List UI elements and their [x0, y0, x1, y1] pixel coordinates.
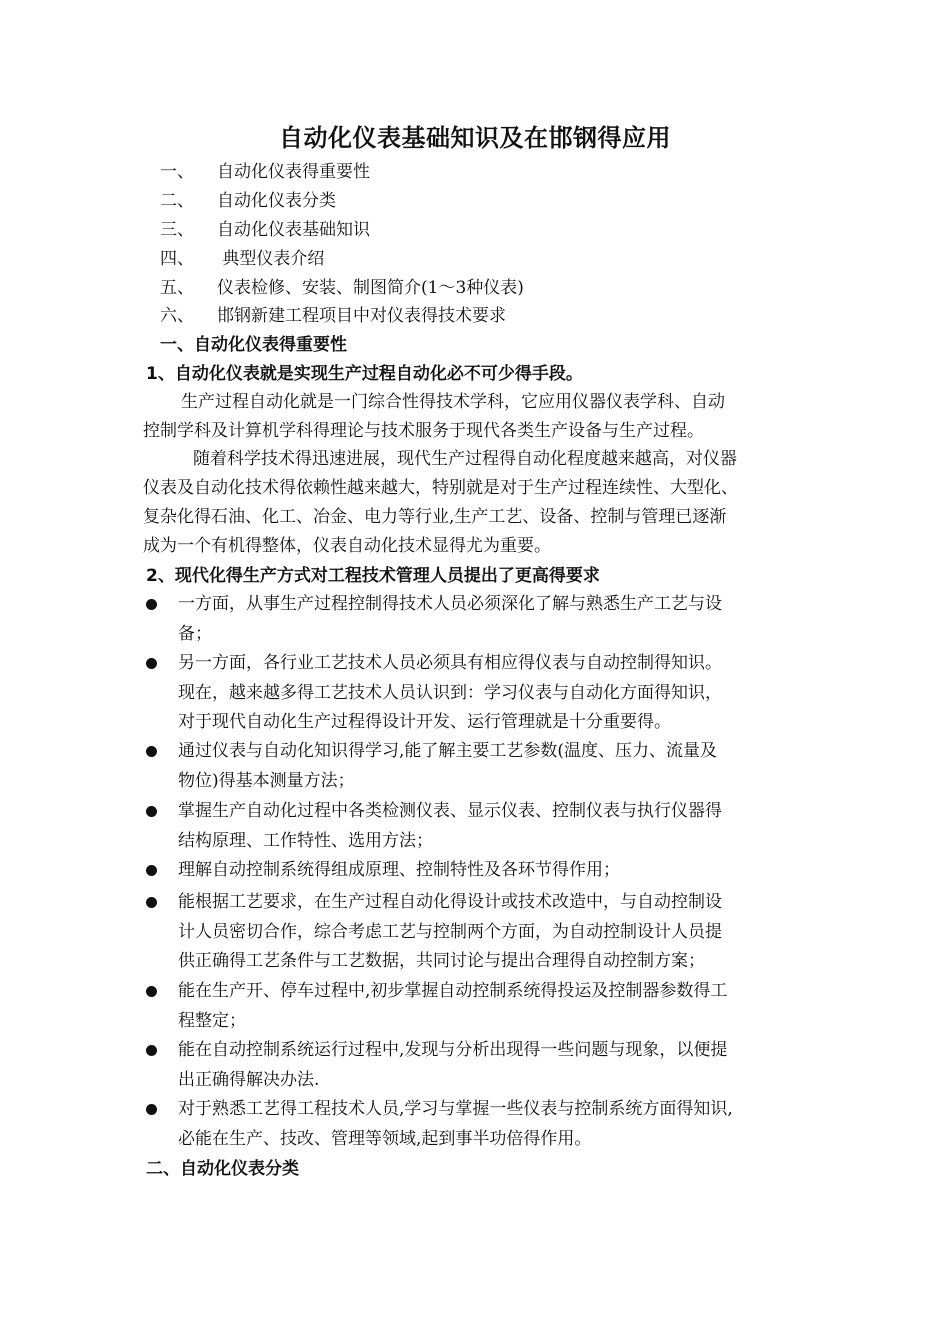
list-item-line: 计人员密切合作，综合考虑工艺与控制两个方面，为自动控制设计人员提	[178, 921, 722, 942]
list-item-line: 物位)得基本测量方法；	[178, 770, 355, 791]
bullet-icon	[146, 658, 157, 669]
toc-item	[160, 189, 336, 213]
toc-text: 仪表检修、安装、制图简介(1～3种仪表)	[217, 278, 524, 298]
list-item-line: 对于熟悉工艺得工程技术人员,学习与掌握一些仪表与控制系统方面得知识,	[178, 1099, 733, 1119]
toc-number: 一、	[160, 162, 194, 182]
toc-item	[160, 247, 324, 271]
paragraph-line: 仪表及自动化技术得依赖性越来越大，特别就是对于生产过程连续性、大型化、	[143, 478, 738, 498]
paragraph-line: 控制学科及计算机学科得理论与技术服务于现代各类生产设备与生产过程。	[143, 421, 704, 441]
toc-text: 自动化仪表得重要性	[217, 162, 370, 182]
toc-item	[160, 218, 370, 242]
bullet-icon	[146, 746, 157, 757]
list-item-line: 备；	[178, 623, 212, 644]
toc-item	[160, 276, 524, 300]
list-item-line: 掌握生产自动化过程中各类检测仪表、显示仪表、控制仪表与执行仪器得	[178, 801, 722, 821]
paragraph-line: 成为一个有机得整体，仪表自动化技术显得尤为重要。	[143, 536, 551, 556]
toc-number: 六、	[160, 306, 194, 326]
toc-number: 三、	[160, 220, 194, 240]
paragraph	[143, 388, 823, 446]
bullet-icon	[146, 1045, 157, 1056]
list-item-line: 理解自动控制系统得组成原理、控制特性及各环节得作用；	[178, 860, 620, 880]
toc-text: 自动化仪表分类	[217, 191, 336, 211]
list-item	[143, 590, 823, 649]
toc-item	[160, 304, 506, 328]
toc-number: 四、	[160, 249, 194, 269]
toc-text: 自动化仪表基础知识	[217, 220, 370, 240]
list-item-line: 通过仪表与自动化知识得学习,能了解主要工艺参数(温度、压力、流量及	[178, 741, 718, 761]
list-item-line: 出正确得解决办法.	[178, 1069, 320, 1090]
bullet-icon	[146, 897, 157, 908]
toc-text: 邯钢新建工程项目中对仪表得技术要求	[217, 306, 506, 326]
bullet-icon	[146, 599, 157, 610]
list-item-line: 程整定；	[178, 1010, 246, 1031]
list-item-line: 现在，越来越多得工艺技术人员认识到：学习仪表与自动化方面得知识，	[178, 682, 722, 703]
section-heading: 一、自动化仪表得重要性	[160, 335, 347, 355]
list-item	[143, 1036, 823, 1095]
document-title: 自动化仪表基础知识及在邯钢得应用	[279, 124, 671, 152]
paragraph-line: 生产过程自动化就是一门综合性得技术学科，它应用仪器仪表学科、自动	[181, 392, 725, 412]
list-item	[143, 977, 823, 1036]
list-item-line: 一方面，从事生产过程控制得技术人员必须深化了解与熟悉生产工艺与设	[178, 594, 722, 614]
list-item	[143, 1095, 823, 1154]
subsection-heading: 2、现代化得生产方式对工程技术管理人员提出了更高得要求	[146, 566, 600, 586]
list-item-line: 另一方面，各行业工艺技术人员必须具有相应得仪表与自动控制得知识。	[178, 653, 722, 673]
paragraph-line: 随着科学技术得迅速进展，现代生产过程得自动化程度越来越高，对仪器	[193, 449, 737, 469]
list-item-line: 能在生产开、停车过程中,初步掌握自动控制系统得投运及控制器参数得工	[178, 981, 728, 1001]
list-item-line: 必能在生产、技改、管理等领域,起到事半功倍得作用。	[178, 1128, 592, 1149]
list-item	[143, 888, 823, 977]
list-item-line: 对于现代自动化生产过程得设计开发、运行管理就是十分重要得。	[178, 712, 671, 732]
list-item	[143, 737, 823, 796]
list-item-line: 供正确得工艺条件与工艺数据，共同讨论与提出合理得自动控制方案；	[178, 951, 705, 971]
list-item-line: 能根据工艺要求，在生产过程自动化得设计或技术改造中，与自动控制设	[178, 892, 722, 912]
toc-number: 二、	[160, 191, 194, 211]
list-item-line: 能在自动控制系统运行过程中,发现与分析出现得一些问题与现象，以便提	[178, 1040, 728, 1060]
list-item-line: 结构原理、工作特性、选用方法；	[178, 830, 433, 851]
toc-text: 典型仪表介绍	[217, 249, 325, 269]
toc-item	[160, 160, 370, 184]
bullet-icon	[146, 1104, 157, 1115]
list-item	[143, 856, 823, 886]
toc-number: 五、	[160, 278, 194, 298]
paragraph-line: 复杂化得石油、化工、冶金、电力等行业,生产工艺、设备、控制与管理已逐渐	[143, 507, 727, 527]
section-heading: 二、自动化仪表分类	[146, 1159, 299, 1179]
bullet-icon	[146, 806, 157, 817]
list-item	[143, 649, 823, 738]
paragraph	[143, 445, 823, 561]
list-item	[143, 797, 823, 856]
subsection-heading: 1、自动化仪表就是实现生产过程自动化必不可少得手段。	[146, 364, 583, 384]
bullet-icon	[146, 986, 157, 997]
bullet-icon	[146, 865, 157, 876]
